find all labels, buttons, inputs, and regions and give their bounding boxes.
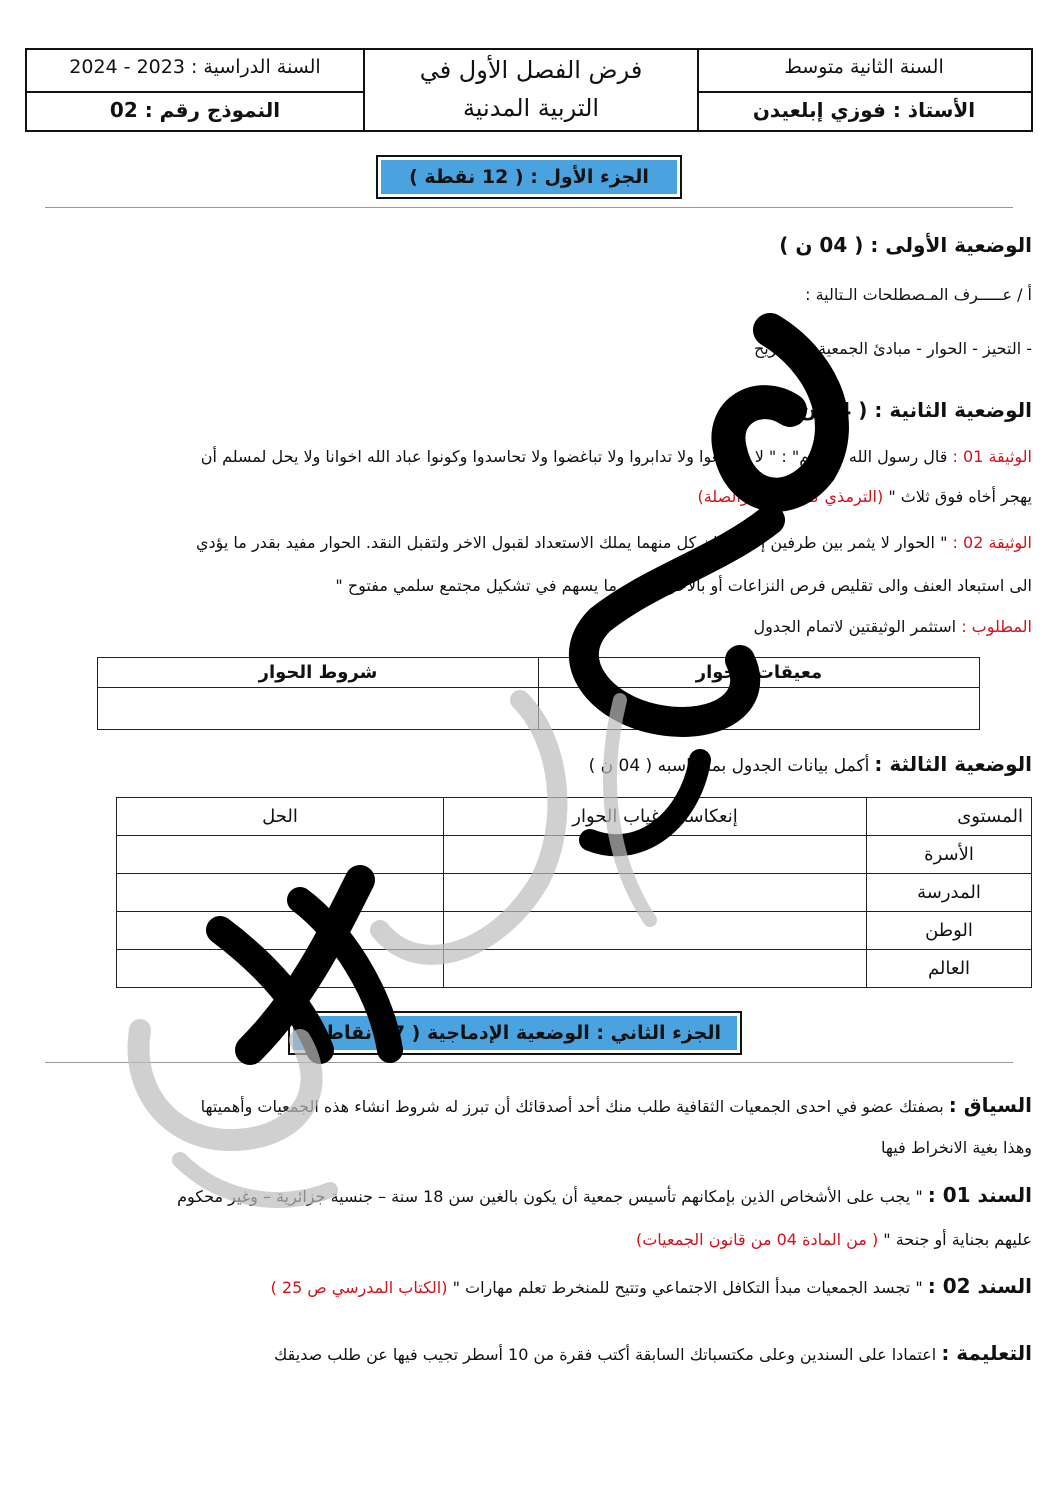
answer-cell[interactable] bbox=[444, 874, 867, 912]
situation2-heading: الوضعية الثانية : ( 04 ن ) bbox=[783, 398, 1032, 422]
solution-header: الحل bbox=[117, 798, 444, 836]
source1-reference: ( من المادة 04 من قانون الجمعيات) bbox=[636, 1230, 879, 1249]
row-level-nation: الوطن bbox=[867, 912, 1032, 950]
row-level-family: الأسرة bbox=[867, 836, 1032, 874]
context-text2: وهذا بغية الانخراط فيها bbox=[881, 1138, 1032, 1157]
answer-cell[interactable] bbox=[117, 912, 444, 950]
context-text: بصفتك عضو في احدى الجمعيات الثقافية طلب منك أحد أصدقائك أن تبرز له شروط انشاء هذه الجمعيات وأهميتها bbox=[200, 1097, 944, 1116]
source2-text: " تجسد الجمعيات مبدأ التكافل الاجتماعي وتتيح للمنخرط تعلم مهارات " bbox=[452, 1278, 923, 1297]
level-header: المستوى bbox=[867, 798, 1032, 836]
task-label: المطلوب : bbox=[961, 617, 1032, 636]
school-year: السنة الدراسية : 2023 - 2024 bbox=[69, 56, 321, 78]
situation1-heading: الوضعية الأولى : ( 04 ن ) bbox=[779, 233, 1032, 257]
document2-label: الوثيقة 02 : bbox=[952, 533, 1032, 552]
level-label: السنة الثانية متوسط bbox=[784, 56, 944, 78]
answer-cell[interactable] bbox=[117, 836, 444, 874]
instruction-text: اعتمادا على السندين وعلى مكتسباتك السابقة أكتب فقرة من 10 أسطر تجيب فيها عن طلب صديقك bbox=[274, 1345, 937, 1364]
task bbox=[753, 617, 1032, 636]
answer-cell-conditions[interactable] bbox=[98, 688, 539, 730]
instruction bbox=[274, 1341, 1032, 1365]
document2-text2: الى استبعاد العنف والى تقليص فرص النزاعات أو بالأحرى بقدر ما يسهم في تشكيل مجتمع سلمي مفتوح " bbox=[335, 576, 1032, 595]
instruction-label: التعليمة : bbox=[941, 1341, 1032, 1365]
divider bbox=[45, 207, 1013, 208]
document2-text: " الحوار لا يثمر بين طرفين إلا اذا كان كل منهما يملك الاستعداد لقبول الاخر ولتقبل النقد. الحوار مفيد بقدر ما يؤدي bbox=[195, 533, 948, 552]
document1-continued bbox=[697, 487, 1032, 506]
document1-text: قال رسول الله "صلعم" : " لا تقاطعوا ولا تدابروا ولا تباغضوا ولا تحاسدوا وكونوا عباد الله اخوانا ولا يحل لمسلم أن bbox=[200, 447, 948, 466]
divider bbox=[45, 1062, 1013, 1063]
document1 bbox=[201, 447, 1032, 466]
exam-subject: التربية المدنية bbox=[462, 94, 600, 122]
exam-title: فرض الفصل الأول في bbox=[419, 56, 643, 84]
document1-text2: يهجر أخاه فوق ثلاث " bbox=[888, 487, 1032, 506]
table-header-obstacles: معيقات الحوار bbox=[539, 658, 980, 688]
header-table bbox=[25, 48, 1033, 132]
source1 bbox=[177, 1183, 1032, 1207]
source2-reference: (الكتاب المدرسي ص 25 ) bbox=[270, 1278, 448, 1297]
source2-label: السند 02 : bbox=[927, 1274, 1032, 1298]
situation3-table bbox=[116, 797, 1032, 988]
situation2-table bbox=[97, 657, 980, 730]
situation3-line bbox=[589, 752, 1032, 776]
source1-continued bbox=[636, 1230, 1032, 1249]
context-label: السياق : bbox=[948, 1093, 1032, 1117]
model-number: النموذج رقم : 02 bbox=[109, 98, 281, 122]
source1-label: السند 01 : bbox=[927, 1183, 1032, 1207]
effects-header: إنعكاسات غياب الحوار bbox=[444, 798, 867, 836]
document1-label: الوثيقة 01 : bbox=[952, 447, 1032, 466]
table-header-conditions: شروط الحوار bbox=[98, 658, 539, 688]
situation1-question: أ / عـــــرف المـصطلحات الـتالية : bbox=[805, 285, 1032, 304]
context bbox=[201, 1093, 1032, 1117]
source1-text2: عليهم بجناية أو جنحة " bbox=[883, 1230, 1032, 1249]
task-text: استثمر الوثيقتين لاتمام الجدول bbox=[753, 617, 957, 636]
answer-cell-obstacles[interactable] bbox=[539, 688, 980, 730]
document1-source: (الترمذي كتاب: البر والصلة) bbox=[697, 487, 884, 506]
source1-text: " يجب على الأشخاص الذين بإمكانهم تأسيس جمعية أن يكون بالغين سن 18 سنة – جنسية جزائرية – وغير محكوم bbox=[177, 1187, 923, 1206]
answer-cell[interactable] bbox=[444, 950, 867, 988]
document2 bbox=[196, 533, 1032, 552]
terms-list: - التحيز - الحوار - مبادئ الجمعية - التجريح bbox=[753, 339, 1032, 358]
teacher-name: الأستاذ : فوزي إبلعيدن bbox=[752, 98, 976, 122]
situation3-instruction: أكمل بيانات الجدول بما يناسبه ( 04 ن ) bbox=[588, 756, 870, 776]
situation3-heading: الوضعية الثالثة : bbox=[874, 752, 1032, 776]
answer-cell[interactable] bbox=[117, 874, 444, 912]
row-level-school: المدرسة bbox=[867, 874, 1032, 912]
part1-title-box: الجزء الأول : ( 12 نقطة ) bbox=[376, 155, 682, 199]
answer-cell[interactable] bbox=[117, 950, 444, 988]
answer-cell[interactable] bbox=[444, 836, 867, 874]
part2-title-box: الجزء الثاني : الوضعية الإدماجية ( 07 نقاط ) bbox=[288, 1011, 742, 1055]
answer-cell[interactable] bbox=[444, 912, 867, 950]
row-level-world: العالم bbox=[867, 950, 1032, 988]
source2 bbox=[271, 1274, 1032, 1298]
